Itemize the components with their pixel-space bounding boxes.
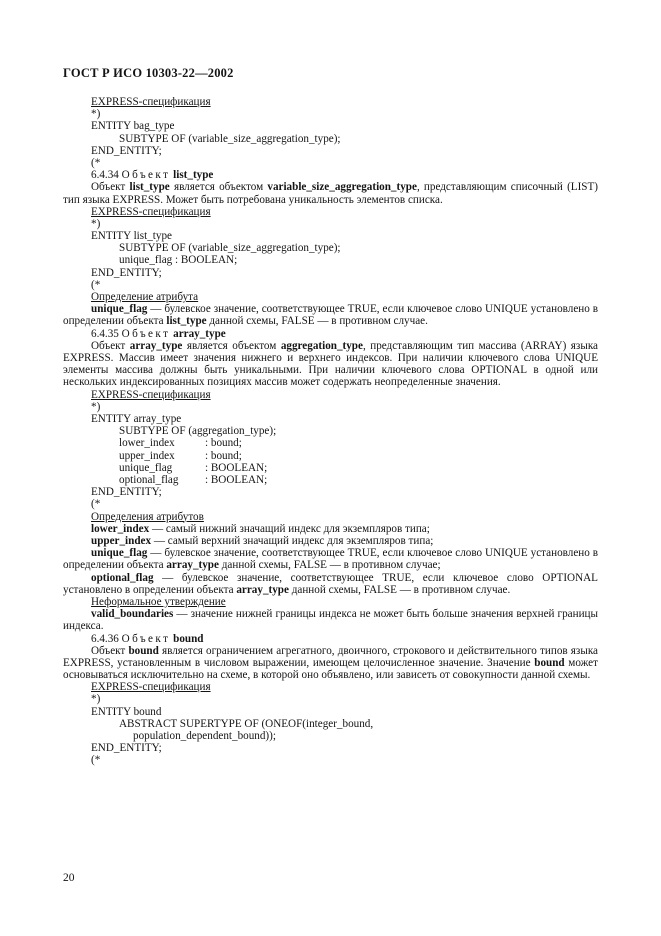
text-run: является ограничением агрегатного, двоичного, строкового и действительного типов языка EXPRESS, установленным в числовом выражении, имеющем целочисленное значение. Значение [63,644,599,669]
code-line: *) [91,217,101,230]
express-spec-heading: EXPRESS-спецификация [91,388,211,401]
text-run: Объект [91,339,130,352]
code-line [63,450,598,462]
code-line: ENTITY bag_type [91,120,175,133]
term: list_type [129,181,170,194]
code-line: SUBTYPE OF (variable_size_aggregation_type); [119,132,341,145]
attribute-type: : BOOLEAN; [205,461,268,474]
term: bound [128,644,159,657]
code-line: END_ENTITY; [91,742,162,755]
attribute-name: optional_flag [119,473,179,486]
section-number: 6.4.36 [91,632,119,645]
paragraph [63,572,598,596]
code-line: unique_flag : BOOLEAN; [119,254,238,267]
text-run: — булевское значение, соответствующее TRUE, если ключевое слово UNIQUE установлено в определении объекта [63,547,598,572]
text-run: — самый нижний значащий индекс для экземпляров типа; [149,522,430,535]
paragraph [63,547,598,571]
text-run: , представляющим тип массива (ARRAY) языка EXPRESS. Массив имеет значения нижнего и верхнего индексов. При наличии ключевого слова UNIQUE элементы массива должны быть уникальными. При наличии ключевого слова OPTIONAL в одной или нескольких индексированных позициях массив может содержать неопределенные значения. [63,339,599,389]
section-number: 6.4.34 [91,169,119,182]
attribute-definition-heading: Определения атрибутов [91,510,204,523]
attribute-type: : BOOLEAN; [205,473,268,486]
term: variable_size_aggregation_type [267,181,417,194]
text-run: — булевское значение, соответствующее TRUE, если ключевое слово UNIQUE установлено в определении объекта [63,303,598,328]
text-run: данной схемы, FALSE — в противном случае. [206,315,428,328]
code-line: END_ENTITY; [91,144,162,157]
text-run: Объект [91,181,130,194]
term: lower_index [91,522,150,535]
code-line: *) [91,108,101,121]
text-run: является объектом [182,339,281,352]
code-line: END_ENTITY; [91,486,162,499]
section-word: Объект [121,327,171,340]
term: array_type [129,339,183,352]
section-heading [63,169,598,181]
attribute-type: : bound; [205,437,242,450]
term: optional_flag [91,571,154,584]
term: upper_index [91,534,152,547]
code-line: (* [91,498,101,511]
text-run: — самый верхний значащий индекс для экземпляров типа; [151,534,434,547]
text-run: данной схемы, FALSE — в противном случае. [288,583,511,596]
paragraph [63,645,598,682]
code-line: ENTITY list_type [91,230,172,243]
express-spec-heading: EXPRESS-спецификация [91,205,211,218]
attribute-name: unique_flag [119,461,173,474]
code-line [63,462,598,474]
code-line: (* [91,156,101,169]
text-run: — значение нижней границы индекса не может быть больше значения верхней границы индекса. [63,608,598,633]
code-line: ENTITY bound [91,705,162,718]
text-run: , представляющим списочный (LIST) тип языка EXPRESS. Может быть потребована уникальность элементов списка. [63,181,599,206]
section-entity-name: array_type [173,327,226,340]
paragraph [63,340,598,389]
paragraph [63,535,598,547]
section-word: Объект [121,632,171,645]
section-heading [63,633,598,645]
section-word: Объект [121,169,171,182]
code-line: END_ENTITY; [91,266,162,279]
code-line: *) [91,693,101,706]
text-run: Объект [91,644,129,657]
code-line: (* [91,754,101,767]
informal-proposition-heading: Неформальное утверждение [91,595,226,608]
term: aggregation_type [280,339,363,352]
express-spec-heading: EXPRESS-спецификация [91,96,211,108]
page-header: ГОСТ Р ИСО 10303-22—2002 [63,66,234,80]
code-line [63,437,598,449]
section-entity-name: list_type [173,169,214,182]
attribute-type: : bound; [205,449,242,462]
paragraph [63,523,598,535]
document-body [63,96,598,767]
term: list_type [166,315,207,328]
code-line: ENTITY array_type [91,413,182,425]
text-run: — булевское значение, соответствующее TRUE, если ключевое слово OPTIONAL установлено в определении объекта [63,571,598,596]
code-line: SUBTYPE OF (variable_size_aggregation_type); [119,242,341,255]
express-spec-heading: EXPRESS-спецификация [91,681,211,694]
section-number: 6.4.35 [91,327,119,340]
term: unique_flag [91,547,148,560]
page-number: 20 [63,872,75,884]
section-heading [63,328,598,340]
code-line: population_dependent_bound)); [133,730,276,743]
attribute-name: upper_index [119,449,175,462]
attribute-definition-heading: Определение атрибута [91,291,199,304]
term: valid_boundaries [91,608,174,621]
code-line: *) [91,400,101,413]
paragraph [63,608,598,632]
code-line: SUBTYPE OF (aggregation_type); [119,425,277,438]
text-run: данной схемы, FALSE — в противном случае; [218,559,441,572]
code-line [63,474,598,486]
term: bound [534,656,565,669]
attribute-name: lower_index [119,437,175,450]
text-run: может основываться исключительно на схеме, в которой оно объявлено, или зависеть от совокупности данной схемы. [63,656,598,682]
term: unique_flag [91,303,148,316]
text-run: является объектом [169,181,268,194]
paragraph [63,181,598,205]
term: array_type [236,583,289,596]
code-line: ABSTRACT SUPERTYPE OF (ONEOF(integer_bound, [119,717,374,730]
section-entity-name: bound [173,632,204,645]
paragraph [63,303,598,327]
term: array_type [166,559,219,572]
code-line: (* [91,278,101,291]
